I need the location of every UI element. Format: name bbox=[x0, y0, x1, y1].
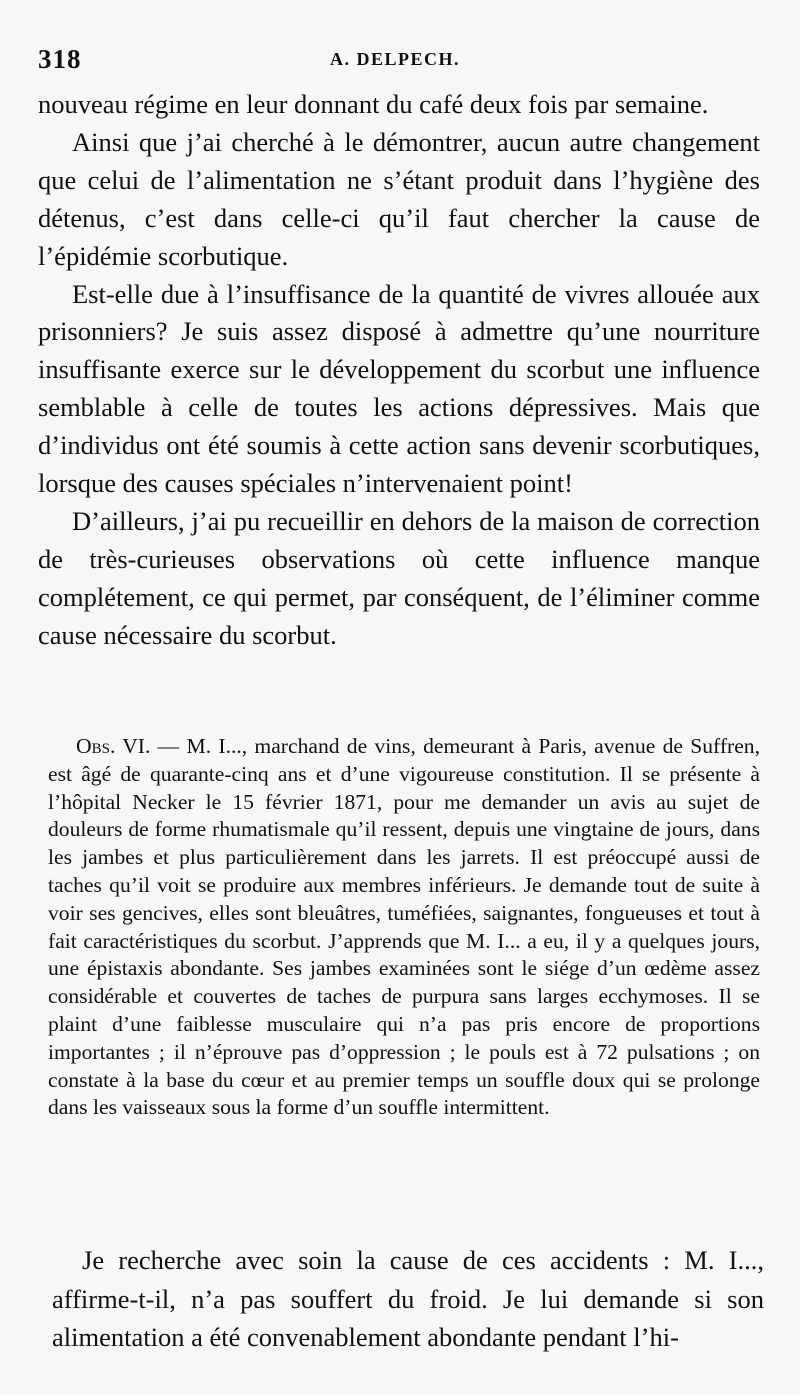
observation-block bbox=[48, 733, 760, 1122]
page-number: 318 bbox=[38, 44, 82, 74]
closing-text bbox=[52, 1241, 764, 1357]
paragraph-continuation: nouveau régime en leur donnant du café deux fois par semaine. bbox=[38, 89, 709, 119]
paragraph-hygiene: Ainsi que j’ai cherché à le démontrer, aucun autre changement que celui de l’alimentation ne s’étant produit dans l’hygiène des détenus, c’est dans celle-ci qu’il faut chercher la cause de l’épidémie scorbutique. bbox=[38, 126, 760, 271]
page-header bbox=[38, 44, 758, 76]
running-head: A. DELPECH. bbox=[330, 49, 461, 69]
main-text bbox=[38, 86, 760, 655]
observation-text: — M. I..., marchand de vins, demeurant à Paris, avenue de Suffren, est âgé de quarante-cinq ans et d’une vigoureuse constitution. Il se présente à l’hôpital Necker le 15 février 1871, pour me demander un avis au sujet de douleurs de forme rhumatismale qu’il ressent, depuis une vingtaine de jours, dans les jambes et plus particulièrement dans les jarrets. Il est préoccupé aussi de taches qu’il voit se produire aux membres inférieurs. Je demande tout de suite à voir ses gencives, elles sont bleuâtres, tuméfiées, saignantes, fongueuses et tout à fait caractéristiques du scorbut. J’apprends que M. I... a eu, il y a quelques jours, une épistaxis abondante. Ses jambes examinées sont le siége d’un œdème assez considérable et couvertes de taches de purpura sans larges ecchymoses. Il se plaint d’une faiblesse musculaire qui n’a pas pris encore de proportions importantes ; il n’éprouve pas d’oppression ; le pouls est à 72 pulsations ; on constate à la base du cœur et au premier temps un souffle doux qui se prolonge dans les vaisseaux sous la forme d’un souffle intermittent. bbox=[48, 734, 760, 1120]
paragraph-observations: D’ailleurs, j’ai pu recueillir en dehors de la maison de correction de très-curieuses observations où cette influence manque complétement, ce qui permet, par conséquent, de l’éliminer comme cause nécessaire du scorbut. bbox=[38, 505, 760, 650]
paragraph-insufficiency: Est-elle due à l’insuffisance de la quantité de vivres allouée aux prisonniers? Je suis assez disposé à admettre qu’une nourriture insuffisante exerce sur le développement du scorbut une influence semblable à celle de toutes les actions dépressives. Mais que d’individus ont été soumis à cette action sans devenir scorbutiques, lorsque des causes spéciales n’intervenaient point! bbox=[38, 278, 760, 499]
observation-label: Obs. VI. bbox=[76, 734, 151, 758]
paragraph-closing: Je recherche avec soin la cause de ces accidents : M. I..., affirme-t-il, n’a pas souffert du froid. Je lui demande si son alimentation a été convenablement abondante pendant l’hi- bbox=[52, 1245, 764, 1352]
